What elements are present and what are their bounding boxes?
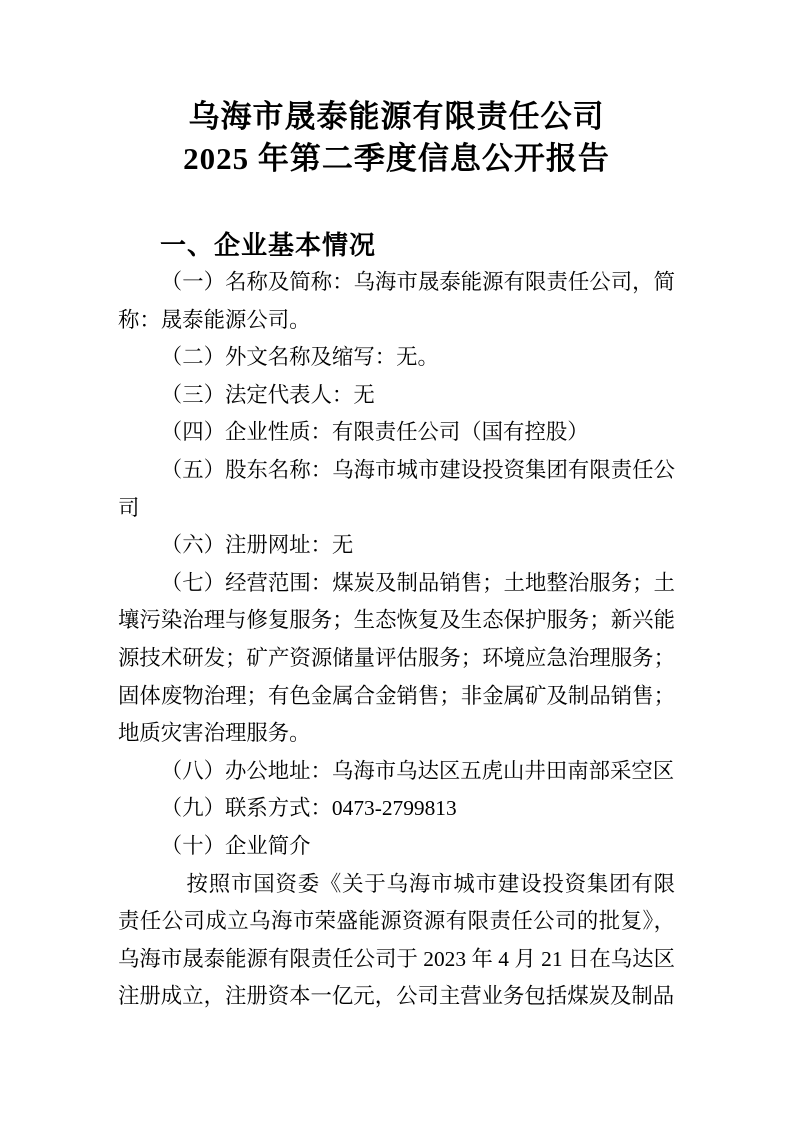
document-title-line1: 乌海市晟泰能源有限责任公司	[188, 99, 605, 134]
paragraph-company-profile-body: 按照市国资委《关于乌海市城市建设投资集团有限责任公司成立乌海市荣盛能源资源有限责任公司的批复》，乌海市晟泰能源有限责任公司于 2023 年 4 月 21 日在乌达区注册成立，注册资本一亿元，公司主营业务包括煤炭及制品	[118, 871, 675, 1009]
document-title	[118, 96, 675, 180]
paragraph-name-abbreviation: （一）名称及简称：乌海市晟泰能源有限责任公司，简称：晟泰能源公司。	[118, 270, 675, 332]
paragraph-shareholder-name: （五）股东名称：乌海市城市建设投资集团有限责任公司	[118, 457, 675, 520]
paragraph-foreign-name: （二）外文名称及缩写：无。	[160, 345, 439, 370]
paragraph-registered-website: （六）注册网址：无	[160, 533, 354, 558]
paragraph-contact-info: （九）联系方式：0473-2799813	[160, 796, 457, 821]
paragraph-company-profile-heading: （十）企业简介	[160, 833, 311, 858]
section-heading-basic-info: 一、企业基本情况	[160, 230, 377, 260]
paragraph-business-scope: （七）经营范围：煤炭及制品销售；土地整治服务；土壤污染治理与修复服务；生态恢复及生态保护服务；新兴能源技术研发；矿产资源储量评估服务；环境应急治理服务；固体废物治理；有色金属合金销售；非金属矿及制品销售；地质灾害治理服务。	[118, 570, 675, 746]
paragraph-enterprise-nature: （四）企业性质：有限责任公司（国有控股）	[160, 420, 589, 445]
paragraph-office-address: （八）办公地址：乌海市乌达区五虎山井田南部采空区	[160, 758, 675, 783]
document-title-line2: 2025 年第二季度信息公开报告	[183, 141, 610, 176]
document-body	[118, 264, 675, 1016]
paragraph-legal-representative: （三）法定代表人：无	[160, 382, 375, 407]
